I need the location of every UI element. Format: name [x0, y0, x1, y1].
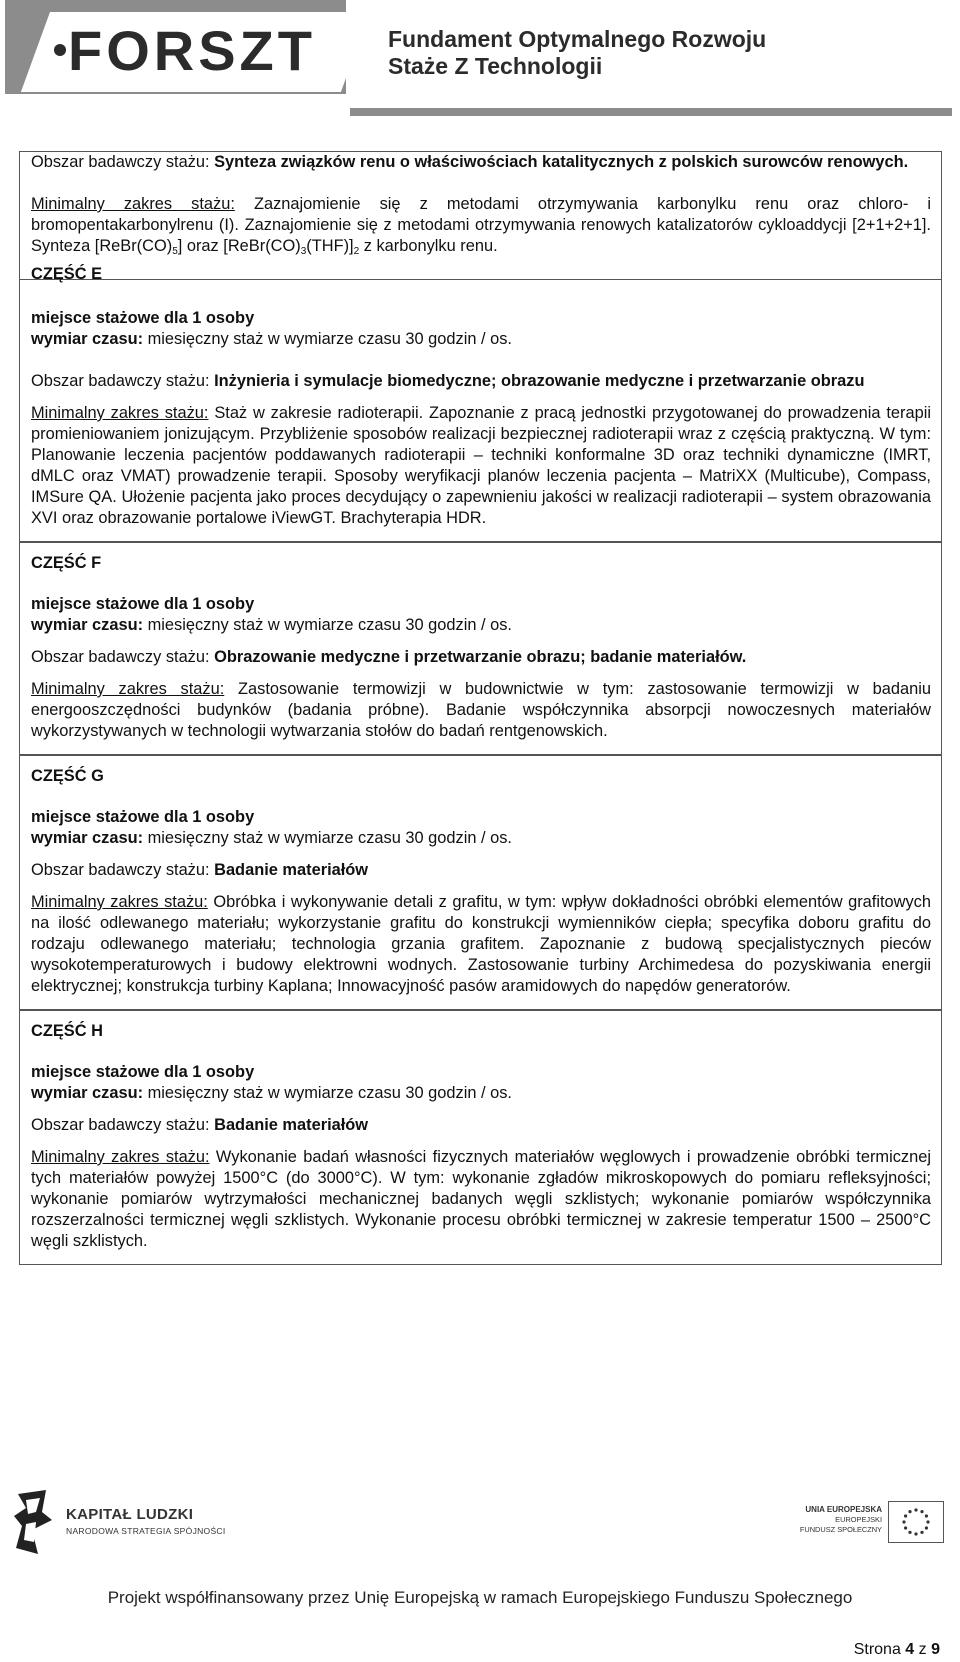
scope-label: Minimalny zakres stażu: [31, 893, 208, 911]
scope-paragraph: Minimalny zakres stażu: Obróbka i wykonywanie detali z grafitu, w tym: wpływ dokładności obróbki elementów grafitowych na ilość odlewanego materiału; wykorzystanie grafitu do konstrukcji wymienników ciepła; specyfika doboru grafitu do rodzaju odlewanego materiału; technologia grzania grafitem. Zapoznanie z budową specjalistycznych pieców wysokotemperaturowych i budowy elektrowni wodnych. Zastosowanie turbiny Archimedesa do pozyskiwania energii elektrycznej; konstrukcja turbiny Kaplana; Innowacyjność pasów aramidowych do napędów generatorów. [31, 893, 931, 995]
place-line: miejsce stażowe dla 1 osoby [31, 1063, 255, 1081]
area-title: Badanie materiałów [214, 1116, 369, 1134]
section-intro [19, 151, 942, 280]
section-heading: CZĘŚĆ F [31, 554, 102, 572]
scope-paragraph: Minimalny zakres stażu: Staż w zakresie radioterapii. Zapoznanie z pracą jednostki przygotowanej do prowadzenia terapii promieniowaniem jonizującym. Przybliżenie sposobów realizacji bezpiecznej radioterapii wraz z częścią praktyczną. W tym: Planowanie leczenia pacjentów poddawanych radioterapii – techniki konformalne 3D oraz techniki dynamiczne (IMRT, dMLC oraz VMAT) prowadzenie terapii. Sposoby weryfikacji planów leczenia pacjenta – MatriXX (Multicube), Compass, IMSure QA. Ułożenie pacjenta jako proces decydujący o zapewnieniu jakości w realizacji radioterapii – system obrazowania XVI oraz obrazowanie portalowe iViewGT. Brachyterapia HDR. [31, 404, 931, 527]
area-paragraph: Obszar badawczy stażu: Badanie materiałów [31, 1116, 369, 1134]
area-title: Inżynieria i symulacje biomedyczne; obrazowanie medyczne i przetwarzanie obrazu [214, 372, 865, 390]
scope-paragraph: Minimalny zakres stażu: Zastosowanie termowizji w budownictwie w tym: zastosowanie termowizji w badaniu energooszczędności budynków (badania próbne). Badanie współczynnika absorpcji nowoczesnych materiałów wykorzystywanych w technologii wytwarzania stołów do badań rentgenowskich. [31, 680, 932, 740]
area-title: Obrazowanie medyczne i przetwarzanie obrazu; badanie materiałów. [214, 648, 747, 666]
kapital-ludzki-mark-icon [12, 1490, 56, 1556]
page-header [0, 0, 960, 118]
time-line: wymiar czasu: miesięczny staż w wymiarze czasu 30 godzin / os. [31, 829, 512, 847]
scope-paragraph: Minimalny zakres stażu: Zaznajomienie się z metodami otrzymywania karbonylku renu oraz chloro- i bromopentakarbonylrenu (I). Zaznajomienie się z metodami otrzymywania renowych katalizatorów cykloaddycji [2+1+2+1]. Synteza $[ReBr(CO)_5]$ oraz $[ReBr(CO)_3(THF)]_2$ z karbonylku renu. [31, 195, 931, 257]
area-paragraph: Obszar badawczy stażu: Synteza związków renu o właściwościach katalitycznych z polskich surowców renowych. [31, 153, 909, 171]
scope-label: Minimalny zakres stażu: [31, 680, 225, 698]
scope-label: Minimalny zakres stażu: [31, 1148, 210, 1166]
project-cofinancing-note: Projekt współfinansowany przez Unię Europejską w ramach Europejskiego Funduszu Społecznego [107, 1588, 853, 1607]
section-h [19, 1010, 942, 1265]
forszt-logo: FORSZT [68, 19, 316, 82]
kapital-ludzki-subtitle: NARODOWA STRATEGIA SPÓJNOŚCI [66, 1526, 226, 1536]
place-line: miejsce stażowe dla 1 osoby [31, 309, 255, 327]
section-heading: CZĘŚĆ H [31, 1022, 103, 1040]
area-paragraph: Obszar badawczy stażu: Badanie materiałów [31, 861, 369, 879]
time-line: wymiar czasu: miesięczny staż w wymiarze czasu 30 godzin / os. [31, 1084, 512, 1102]
logo-dot-icon [54, 44, 66, 56]
section-g [19, 755, 942, 1010]
page-number: Strona 4 z 9 [853, 1641, 940, 1658]
eu-flag-icon [888, 1501, 944, 1543]
header-subtitle-line2: Staże Z Technologii [388, 53, 603, 79]
time-line: wymiar czasu: miesięczny staż w wymiarze czasu 30 godzin / os. [31, 616, 512, 634]
area-title: Badanie materiałów [214, 861, 369, 879]
scope-paragraph: Minimalny zakres stażu: Wykonanie badań własności fizycznych materiałów węglowych i prowadzenie obróbki termicznej tych materiałów powyżej 1500°C (do 3000°C). W tym: wykonanie zgładów mikroskopowych do pomiaru refleksyjności; wykonanie pomiarów wytrzymałości mechanicznej badanych węgli szklistych; wykonanie pomiarów współczynnika rozszerzalności termicznej węgli szklistych. Wykonanie procesu obróbki termicznej w zakresie temperatur 1500 – 2500°C węgli szklistych. [31, 1148, 931, 1250]
kapital-ludzki-logo [8, 1490, 228, 1560]
section-e [19, 264, 942, 542]
content-table [19, 151, 942, 1265]
header-subtitle-line1: Fundament Optymalnego Rozwoju [388, 26, 767, 52]
place-line: miejsce stażowe dla 1 osoby [31, 595, 255, 613]
scope-label: Minimalny zakres stażu: [31, 404, 209, 422]
area-paragraph: Obszar badawczy stażu: Inżynieria i symulacje biomedyczne; obrazowanie medyczne i przetwarzanie obrazu [31, 372, 865, 390]
eu-logo [792, 1499, 952, 1549]
area-paragraph: Obszar badawczy stażu: Obrazowanie medyczne i przetwarzanie obrazu; badanie materiałów. [31, 648, 747, 666]
header-rule [350, 108, 952, 116]
header-subtitle [388, 26, 766, 80]
section-heading: CZĘŚĆ G [31, 767, 104, 785]
scope-label: Minimalny zakres stażu: [31, 195, 235, 213]
eu-logo-text: UNIA EUROPEJSKA EUROPEJSKI FUNDUSZ SPOŁECZNY [799, 1505, 882, 1534]
time-line: wymiar czasu: miesięczny staż w wymiarze czasu 30 godzin / os. [31, 330, 512, 348]
section-heading: CZĘŚĆ E [31, 265, 103, 283]
kapital-ludzki-title: KAPITAŁ LUDZKI [66, 1506, 194, 1523]
section-f [19, 542, 942, 755]
place-line: miejsce stażowe dla 1 osoby [31, 808, 255, 826]
area-title: Synteza związków renu o właściwościach katalitycznych z polskich surowców renowych. [214, 153, 909, 171]
